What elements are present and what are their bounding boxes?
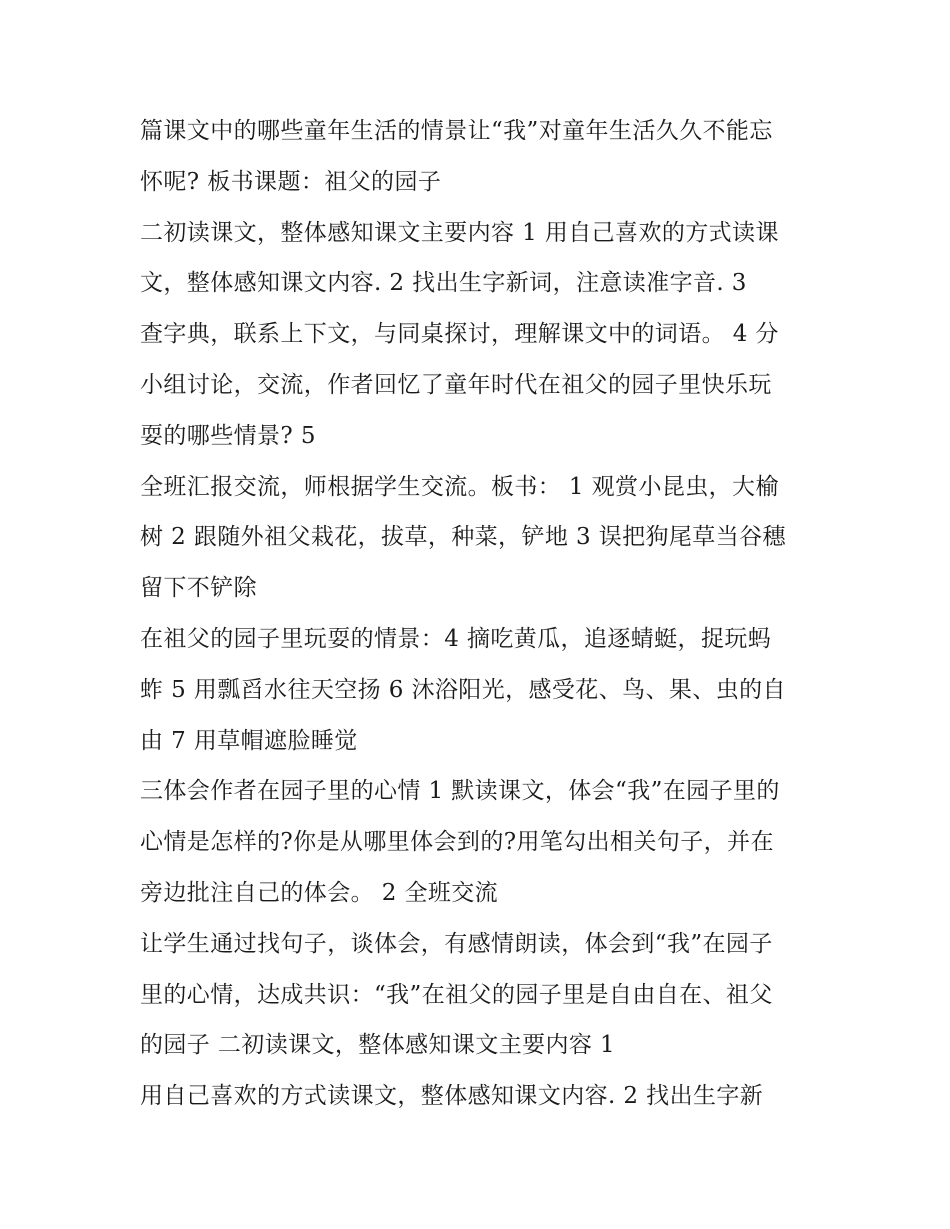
- text-line-9: 树 2 跟随外祖父栽花，拔草，种菜，铲地 3 误把狗尾草当谷穗: [140, 524, 786, 551]
- text-line-19: 的园子 二初读课文，整体感知课文主要内容 1: [140, 1032, 616, 1059]
- text-line-16: 旁边批注自己的体会。 2 全班交流: [140, 879, 499, 906]
- text-line-10: 留下不铲除: [140, 575, 257, 602]
- text-line-15: 心情是怎样的?你是从哪里体会到的?用笔勾出相关句子，并在: [140, 829, 774, 856]
- text-line-5: 查字典，联系上下文，与同桌探讨，理解课文中的词语。 4 分: [140, 321, 779, 348]
- text-line-3: 二初读课文，整体感知课文主要内容 1 用自己喜欢的方式读课: [140, 219, 779, 246]
- text-line-7: 耍的哪些情景? 5: [140, 422, 316, 449]
- text-line-8: 全班汇报交流，师根据学生交流。板书： 1 观赏小昆虫，大榆: [140, 473, 779, 500]
- text-line-14: 三体会作者在园子里的心情 1 默读课文，体会“我”在园子里的: [140, 778, 780, 805]
- document-text-block: [140, 106, 820, 1122]
- text-line-18: 里的心情，达成共识：“我”在祖父的园子里是自由自在、祖父: [140, 981, 773, 1008]
- text-line-11: 在祖父的园子里玩耍的情景：4 摘吃黄瓜，追逐蜻蜓，捉玩蚂: [140, 625, 772, 652]
- text-line-12: 蚱 5 用瓢舀水往天空扬 6 沐浴阳光，感受花、鸟、果、虫的自: [140, 676, 786, 703]
- text-line-6: 小组讨论，交流，作者回忆了童年时代在祖父的园子里快乐玩: [140, 371, 772, 398]
- text-line-2: 怀呢? 板书课题：祖父的园子: [140, 168, 442, 195]
- text-line-4: 文，整体感知课文内容. 2 找出生字新词，注意读准字音. 3: [140, 270, 747, 297]
- text-line-20: 用自己喜欢的方式读课文，整体感知课文内容. 2 找出生字新: [140, 1083, 764, 1110]
- text-line-1: 篇课文中的哪些童年生活的情景让“我”对童年生活久久不能忘: [140, 118, 773, 144]
- text-line-13: 由 7 用草帽遮脸睡觉: [140, 727, 358, 754]
- text-line-17: 让学生通过找句子，谈体会，有感情朗读，体会到“我”在园子: [140, 930, 773, 957]
